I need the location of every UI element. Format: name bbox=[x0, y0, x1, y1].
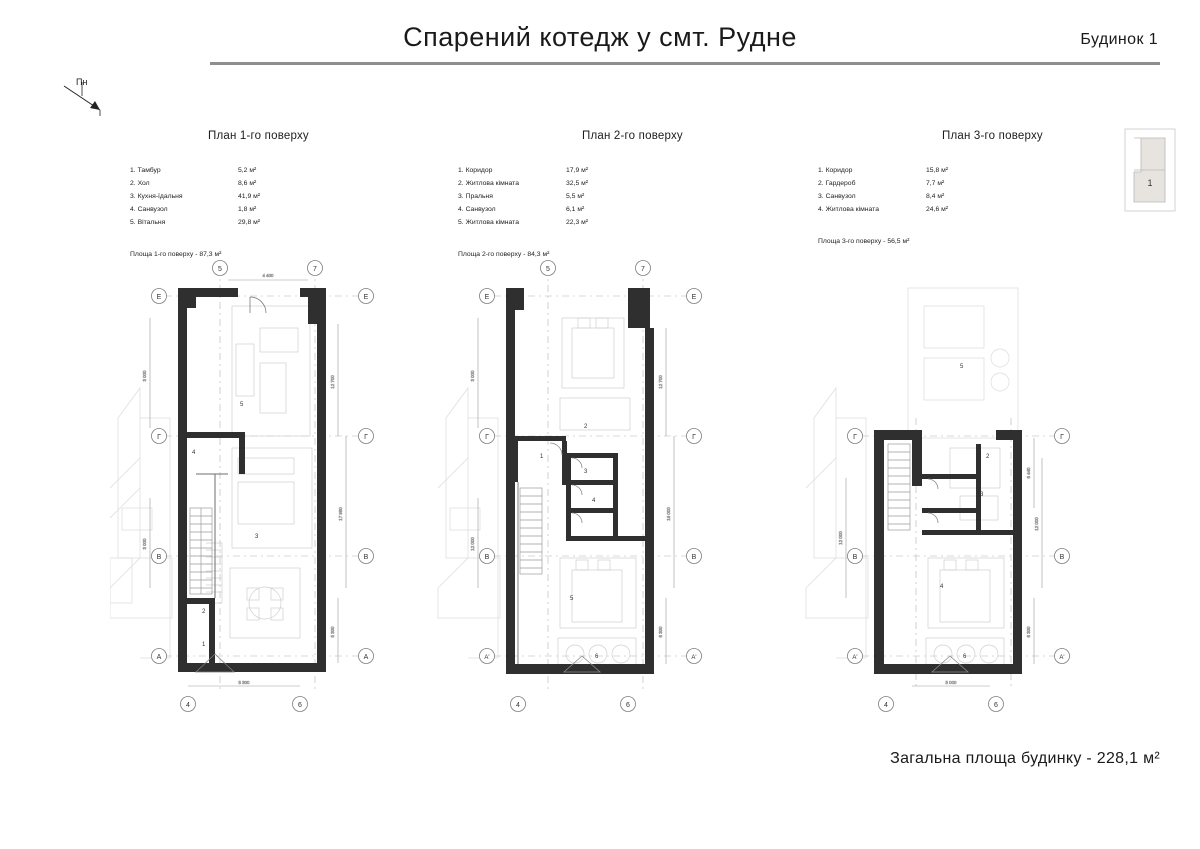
room-tag-2: 2 bbox=[986, 454, 990, 460]
svg-text:Г: Г bbox=[692, 434, 696, 441]
grid-label-5: 5 bbox=[218, 266, 222, 273]
grid-label-a-left: А bbox=[156, 654, 162, 661]
svg-text:Е: Е bbox=[691, 294, 697, 301]
grid-label-7: 7 bbox=[313, 266, 317, 273]
grid-label-g-left: Г bbox=[157, 434, 161, 441]
dimension-left-2: 3 000 bbox=[142, 538, 147, 550]
floor-plan-1-drawing bbox=[110, 258, 450, 718]
svg-text:В: В bbox=[1059, 554, 1065, 561]
plan-3-room-list bbox=[818, 164, 1140, 216]
svg-text:Г: Г bbox=[485, 434, 489, 441]
floor-plan-2-drawing bbox=[432, 258, 772, 718]
room-name: 4. Санвузол bbox=[458, 206, 496, 214]
svg-text:6 440: 6 440 bbox=[1026, 467, 1031, 479]
svg-text:В: В bbox=[484, 554, 490, 561]
room-area: 29,8 м² bbox=[238, 219, 261, 227]
room-tag-1: 1 bbox=[540, 454, 544, 460]
room-tag-5: 5 bbox=[240, 402, 244, 408]
room-tag-3: 3 bbox=[584, 469, 588, 475]
room-area: 1,8 м² bbox=[238, 206, 257, 214]
room-name: 4. Санвузол bbox=[130, 206, 168, 214]
plan-2-room-list bbox=[458, 164, 780, 229]
room-tag-2: 2 bbox=[202, 609, 206, 615]
svg-text:12 000: 12 000 bbox=[838, 531, 843, 545]
list-item bbox=[130, 190, 460, 203]
room-name: 4. Житлова кімната bbox=[818, 206, 879, 214]
plan-3-title: План 3-го поверху bbox=[942, 130, 1043, 142]
list-item bbox=[130, 203, 460, 216]
svg-text:4: 4 bbox=[884, 702, 888, 709]
room-tag-1: 1 bbox=[202, 642, 206, 648]
grid-label-6: 6 bbox=[298, 702, 302, 709]
room-area: 8,4 м² bbox=[926, 193, 945, 201]
title-divider bbox=[210, 62, 1160, 65]
room-tag-4: 4 bbox=[192, 450, 196, 456]
room-name: 1. Тамбур bbox=[130, 167, 161, 174]
svg-text:Г: Г bbox=[853, 434, 857, 441]
dimension-top: 4 400 bbox=[262, 273, 274, 278]
svg-text:А': А' bbox=[484, 655, 490, 661]
svg-text:5 000: 5 000 bbox=[945, 680, 957, 685]
svg-text:12 700: 12 700 bbox=[658, 375, 663, 389]
svg-text:6 300: 6 300 bbox=[1026, 626, 1031, 638]
svg-text:Г: Г bbox=[1060, 434, 1064, 441]
room-area: 41,9 м² bbox=[238, 193, 261, 201]
floor-plan-3-drawing bbox=[800, 258, 1140, 718]
plan-column-2 bbox=[450, 130, 780, 258]
plan-column-1 bbox=[130, 130, 460, 258]
room-area: 6,1 м² bbox=[566, 206, 585, 214]
plan-2-total-area: Площа 2-го поверху - 84,3 м² bbox=[458, 251, 550, 259]
svg-text:А': А' bbox=[1059, 655, 1065, 661]
room-area: 7,7 м² bbox=[926, 180, 945, 188]
svg-text:Г: Г bbox=[364, 434, 368, 441]
room-tag-2: 2 bbox=[584, 424, 588, 430]
room-name: 5. Вітальня bbox=[130, 219, 166, 227]
svg-text:19 000: 19 000 bbox=[666, 507, 671, 521]
svg-text:В: В bbox=[363, 554, 369, 561]
room-area: 32,5 м² bbox=[566, 180, 589, 188]
room-area: 22,3 м² bbox=[566, 219, 589, 227]
svg-text:Е: Е bbox=[484, 294, 490, 301]
svg-text:12 000: 12 000 bbox=[470, 537, 475, 551]
north-arrow bbox=[62, 77, 122, 120]
room-tag-3: 3 bbox=[980, 492, 984, 498]
room-area: 17,9 м² bbox=[566, 167, 589, 174]
list-item bbox=[818, 203, 1140, 216]
svg-text:В: В bbox=[852, 554, 858, 561]
room-area: 5,5 м² bbox=[566, 193, 585, 201]
list-item bbox=[130, 216, 460, 229]
room-name: 3. Пральня bbox=[458, 193, 493, 201]
plan-1-room-list bbox=[130, 164, 460, 229]
list-item bbox=[458, 216, 780, 229]
dimension-left-1: 3 000 bbox=[142, 370, 147, 382]
svg-text:А': А' bbox=[691, 655, 697, 661]
dimension-right-3: 5 300 bbox=[330, 626, 335, 638]
grid-label-e-left: Е bbox=[156, 294, 162, 301]
dimension-bottom: 5 300 bbox=[238, 680, 250, 685]
plan-2-title: План 2-го поверху bbox=[582, 130, 683, 142]
north-arrow-label: Пн bbox=[76, 77, 88, 87]
plan-1-title: План 1-го поверху bbox=[208, 130, 309, 142]
house-label: Будинок 1 bbox=[1080, 31, 1158, 48]
svg-text:6 300: 6 300 bbox=[658, 626, 663, 638]
plan-column-3 bbox=[810, 130, 1140, 245]
svg-text:7: 7 bbox=[641, 266, 645, 273]
room-name: 1. Коридор bbox=[458, 167, 493, 174]
room-tag-4: 4 bbox=[940, 584, 944, 590]
list-item bbox=[458, 203, 780, 216]
svg-text:6: 6 bbox=[994, 702, 998, 709]
room-name: 2. Гардероб bbox=[818, 180, 856, 188]
list-item bbox=[458, 177, 780, 190]
list-item bbox=[818, 164, 1140, 177]
list-item bbox=[130, 164, 460, 177]
total-area-label: Загальна площа будинку - 228,1 м² bbox=[890, 750, 1160, 767]
room-tag-6: 6 bbox=[963, 654, 967, 660]
room-tag-3: 3 bbox=[255, 534, 259, 540]
svg-text:4: 4 bbox=[516, 702, 520, 709]
svg-text:12 000: 12 000 bbox=[1034, 517, 1039, 531]
list-item bbox=[458, 190, 780, 203]
svg-text:5: 5 bbox=[546, 266, 550, 273]
room-area: 15,8 м² bbox=[926, 167, 949, 174]
svg-text:3 000: 3 000 bbox=[470, 370, 475, 382]
list-item bbox=[130, 177, 460, 190]
grid-label-v-left: В bbox=[156, 554, 162, 561]
room-name: 1. Коридор bbox=[818, 167, 853, 174]
svg-text:В: В bbox=[691, 554, 697, 561]
svg-text:6: 6 bbox=[626, 702, 630, 709]
room-tag-5: 5 bbox=[960, 364, 964, 370]
grid-label-4: 4 bbox=[186, 702, 190, 709]
room-name: 2. Хол bbox=[130, 180, 150, 188]
room-name: 3. Санвузол bbox=[818, 193, 856, 201]
room-area: 24,6 м² bbox=[926, 206, 949, 214]
svg-text:А': А' bbox=[852, 655, 858, 661]
list-item bbox=[458, 164, 780, 177]
room-tag-5: 5 bbox=[570, 596, 574, 602]
plan-3-total-area: Площа 3-го поверху - 56,5 м² bbox=[818, 238, 910, 246]
svg-text:Е: Е bbox=[363, 294, 369, 301]
room-area: 5,2 м² bbox=[238, 167, 257, 174]
list-item bbox=[818, 190, 1140, 203]
list-item bbox=[818, 177, 1140, 190]
title-bar bbox=[40, 22, 1160, 66]
page-title: Спарений котедж у смт. Рудне bbox=[403, 22, 797, 52]
key-plan-number: 1 bbox=[1147, 178, 1153, 188]
room-area: 8,6 м² bbox=[238, 180, 257, 188]
dimension-right-2: 17 980 bbox=[338, 507, 343, 521]
dimension-right-1: 12 700 bbox=[330, 375, 335, 389]
room-tag-6: 6 bbox=[595, 654, 599, 660]
room-name: 2. Житлова кімната bbox=[458, 180, 519, 188]
plan-1-total-area: Площа 1-го поверху - 87,3 м² bbox=[130, 251, 222, 259]
room-name: 3. Кухня-їдальня bbox=[130, 193, 183, 201]
room-tag-4: 4 bbox=[592, 498, 596, 504]
svg-text:А: А bbox=[363, 654, 369, 661]
room-name: 5. Житлова кімната bbox=[458, 219, 519, 227]
